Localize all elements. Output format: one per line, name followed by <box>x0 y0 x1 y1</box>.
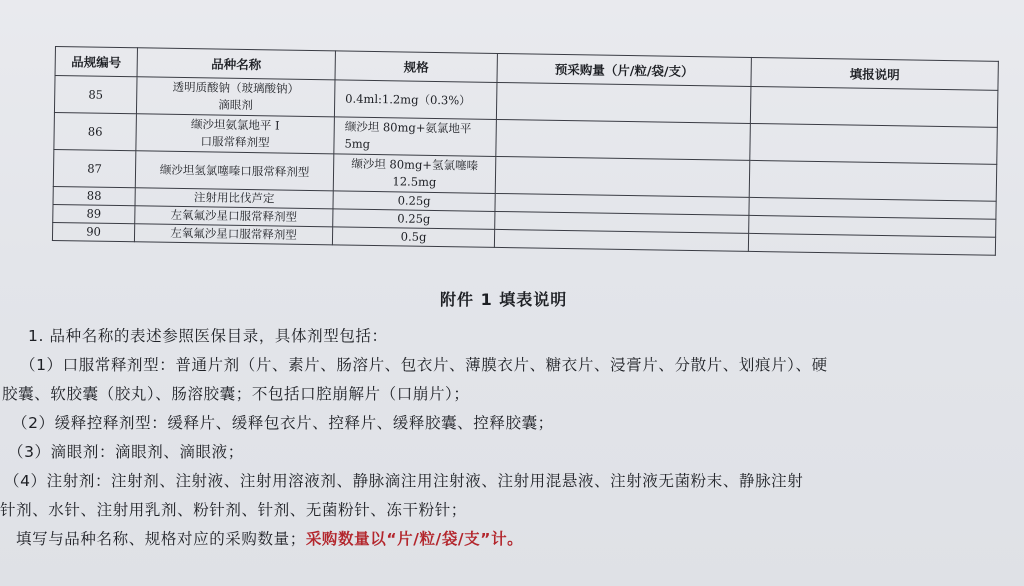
row-name: 缬沙坦氨氯地平 I 口服常释剂型 <box>136 114 335 154</box>
row-code: 85 <box>54 76 137 114</box>
drug-list-table <box>52 46 999 256</box>
header-quantity: 预采购量（片/粒/袋/支） <box>497 53 751 86</box>
note-line: （3）滴眼剂：滴眼剂、滴眼液； <box>8 443 244 461</box>
row-note-cell[interactable] <box>749 160 997 201</box>
row-spec: 缬沙坦 80mg+氨氯地平 5mg <box>334 117 497 157</box>
row-note-cell[interactable] <box>748 233 995 255</box>
row-code: 86 <box>54 112 137 150</box>
row-quantity-cell[interactable] <box>494 229 748 251</box>
note-line: （1）口服常释剂型：普通片剂（片、素片、肠溶片、包衣片、薄膜衣片、糖衣片、浸膏片、分散片、划痕片）、硬 <box>20 356 828 374</box>
row-note-cell[interactable] <box>750 86 998 127</box>
header-name: 品种名称 <box>137 48 335 80</box>
row-code: 90 <box>52 222 134 241</box>
row-name: 透明质酸钠（玻璃酸钠） 滴眼剂 <box>136 77 335 117</box>
row-spec: 0.4ml:1.2mg（0.3%） <box>334 80 497 120</box>
note-line: 填写与品种名称、规格对应的采购数量；采购数量以“片/粒/袋/支”计。 <box>16 530 524 548</box>
note-line: （2）缓释控释剂型：缓释片、缓释包衣片、控释片、缓释胶囊、控释胶囊； <box>12 414 554 432</box>
row-note-cell[interactable] <box>750 123 998 164</box>
note-line: 1. 品种名称的表述参照医保目录，具体剂型包括： <box>28 327 388 345</box>
row-quantity-cell[interactable] <box>496 82 751 123</box>
header-spec: 规格 <box>335 51 497 83</box>
row-spec: 缬沙坦 80mg+氢氯噻嗪 12.5mg <box>333 154 496 194</box>
note-line: 针剂、水针、注射用乳剂、粉针剂、针剂、无菌粉针、冻干粉针； <box>0 501 467 519</box>
header-code: 品规编号 <box>55 47 137 77</box>
highlight-text: 采购数量以“片/粒/袋/支”计。 <box>305 530 524 548</box>
note-line: 胶囊、软胶囊（胶丸）、肠溶胶囊；不包括口腔崩解片（口崩片）； <box>2 385 470 403</box>
row-spec: 0.25g <box>333 209 495 230</box>
row-name: 左氧氟沙星口服常释剂型 <box>135 206 333 227</box>
row-name: 注射用比伐芦定 <box>135 188 333 209</box>
note-line: （4）注射剂：注射剂、注射液、注射用溶液剂、静脉滴注用注射液、注射用混悬液、注射液无菌粉末、静脉注射 <box>4 472 804 490</box>
row-name: 缬沙坦氢氯噻嗪口服常释剂型 <box>135 151 334 191</box>
row-code: 87 <box>53 149 136 187</box>
row-spec: 0.25g <box>333 191 495 212</box>
row-quantity-cell[interactable] <box>495 156 750 197</box>
row-spec: 0.5g <box>332 227 494 248</box>
row-quantity-cell[interactable] <box>496 119 751 160</box>
row-name: 左氧氟沙星口服常释剂型 <box>134 224 332 245</box>
row-code: 89 <box>53 204 135 223</box>
row-code: 88 <box>53 186 135 205</box>
section-heading: 附件 1 填表说明 <box>440 290 568 309</box>
header-note: 填报说明 <box>751 57 998 90</box>
instructions-text <box>0 322 1024 554</box>
